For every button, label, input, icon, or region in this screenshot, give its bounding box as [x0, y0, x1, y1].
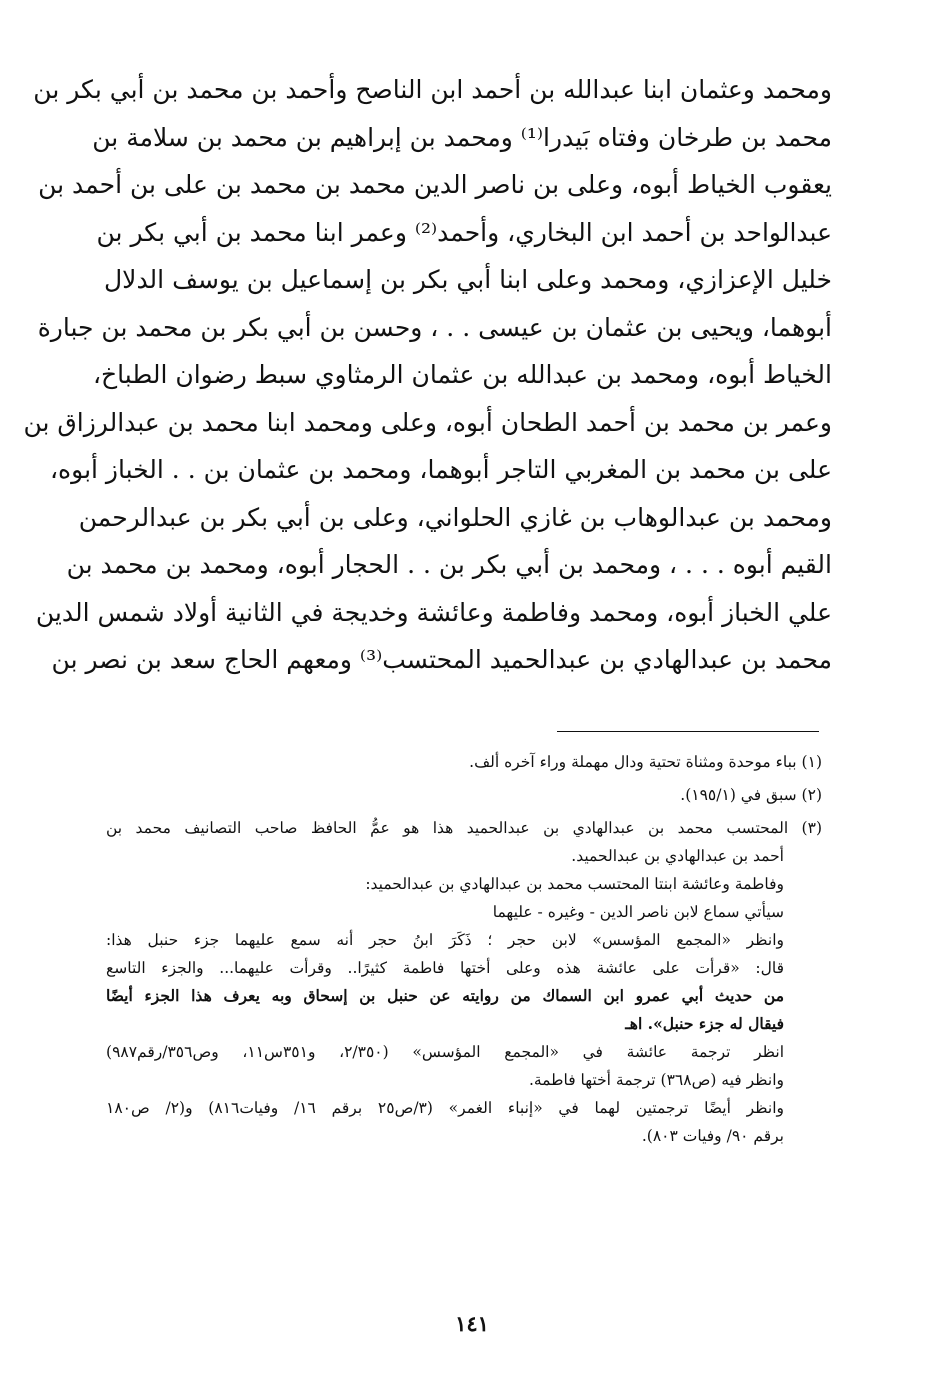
- text-line: علي الخباز أبوه، ومحمد وفاطمة وعائشة وخديجة في الثانية أولاد شمس الدين: [35, 597, 832, 627]
- footnote-1: [106, 748, 822, 776]
- text-line: ومحمد بن عبدالوهاب بن غازي الحلواني، وعلى بن أبي بكر بن عبدالرحمن: [78, 502, 832, 532]
- footnote-line: برقم ٩٠/ وفيات ٨٠٣).: [641, 1127, 784, 1145]
- footnote-line: (٢) سبق في (١٩٥/١).: [680, 786, 822, 804]
- text-line: محمد بن طرخان وفتاه بَيدرا⁽¹⁾ ومحمد بن إبراهيم بن محمد بن سلامة بن: [92, 122, 832, 152]
- footnote-line: (٣) المحتسب محمد بن عبدالهادي بن عبدالحميد هذا هو عمُّ الحافظ صاحب التصانيف محمد بن: [106, 819, 822, 837]
- text-line: ومحمد وعثمان ابنا عبدالله بن أحمد ابن الناصح وأحمد بن محمد بن أبي بكر بن: [33, 75, 832, 104]
- text-line: الخياط أبوه، ومحمد بن عبدالله بن عثمان الرمثاوي سبط رضوان الطباخ،: [92, 360, 832, 389]
- footnote-quote-line: قال: «قرأت على عائشة هذه وعلى أختها فاطمة كثيرًا.. وقرأت عليهما... والجزء التاسع: [106, 959, 784, 977]
- main-text-body: [23, 66, 832, 684]
- text-line: يعقوب الخياط أبوه، وعلى بن ناصر الدين محمد بن محمد بن على بن أحمد بن: [38, 170, 832, 199]
- text-line: على بن محمد بن المغربي التاجر أبوهما، ومحمد بن عثمان بن . . الخباز أبوه،: [49, 455, 832, 484]
- footnote-line: وانظر أيضًا ترجمتين لهما في «إنباء الغمر» (٣/ص٢٥ برقم ١٦/ وفيات٨١٦) و(٢/ ص١٨٠: [106, 1099, 784, 1117]
- page-number: ١٤١: [455, 1311, 489, 1336]
- footnote-quote-line: من حديث أبي عمرو ابن السماك من روايته عن حنبل بن إسحاق وبه يعرف هذا الجزء أيضًا: [106, 986, 784, 1005]
- footnote-line: (١) بباء موحدة ومثناة تحتية ودال مهملة وراء آخره ألف.: [469, 753, 822, 771]
- footnote-3: [106, 814, 822, 1150]
- footnote-line: وفاطمة وعائشة ابنتا المحتسب محمد بن عبدالهادي بن عبدالحميد:: [365, 875, 784, 893]
- footnotes: [106, 748, 822, 1155]
- footnote-line: وانظر فيه (ص٣٦٨) ترجمة أختها فاطمة.: [528, 1071, 784, 1089]
- footnote-line: وانظر «المجمع المؤسس» لابن حجر ؛ ذَكَرَ ابنُ حجر أنه سمع عليهما جزء حنبل هذا:: [106, 931, 784, 949]
- text-line: خليل الإعزازي، ومحمد وعلى ابنا أبي بكر بن إسماعيل بن يوسف الدلال: [104, 265, 832, 294]
- footnote-line: انظر ترجمة عائشة في «المجمع المؤسس» (٢/٣٥٠، و٣٥١س١١، وص٣٥٦/رقم٩٨٧): [106, 1043, 785, 1061]
- footnote-line: سيأتي سماع لابن ناصر الدين - وغيره - عليهما: [492, 903, 784, 921]
- footnote-quote-line: فيقال له جزء حنبل». اهـ: [625, 1014, 784, 1033]
- text-line: محمد بن عبدالهادي بن عبدالحميد المحتسب⁽³⁾ ومعهم الحاج سعد بن نصر بن: [51, 645, 832, 674]
- text-line: القيم أبوه . . . ، ومحمد بن أبي بكر بن . . الحجار أبوه، ومحمد بن محمد بن: [66, 550, 832, 579]
- footnote-2: [106, 781, 822, 809]
- text-line: وعمر بن محمد بن أحمد الطحان أبوه، وعلى ومحمد ابنا محمد بن عبدالرزاق بن: [23, 407, 832, 437]
- text-line: عبدالواحد بن أحمد ابن البخاري، وأحمد⁽²⁾ وعمر ابنا محمد بن أبي بكر بن: [96, 217, 832, 247]
- footnote-line: أحمد بن عبدالهادي بن عبدالحميد.: [571, 847, 784, 865]
- footnote-separator: [557, 731, 819, 732]
- text-line: أبوهما، ويحيى بن عثمان بن عيسى . . ، وحسن بن أبي بكر بن محمد بن جبارة: [37, 312, 832, 342]
